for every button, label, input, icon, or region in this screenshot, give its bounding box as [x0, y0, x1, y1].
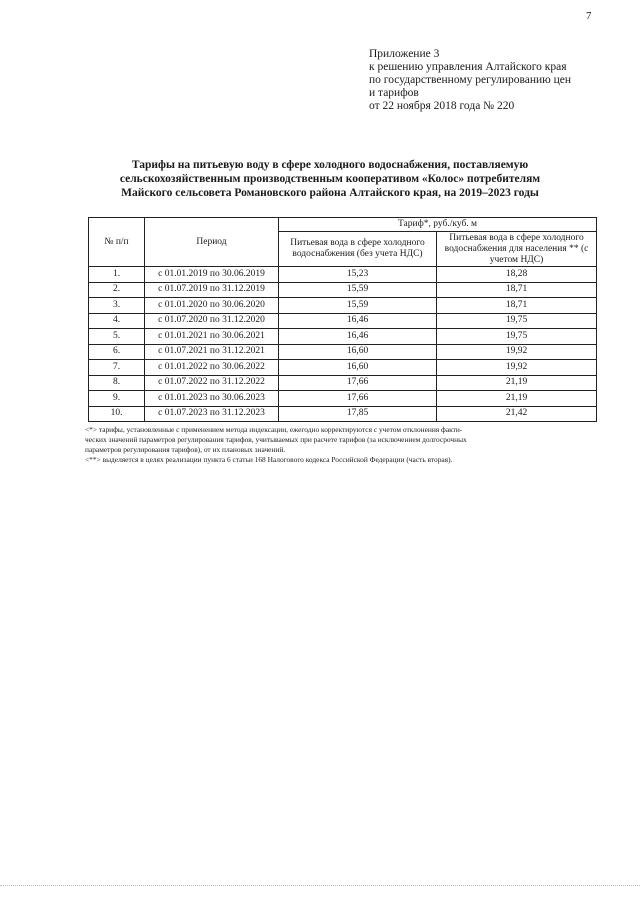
table-row — [89, 298, 597, 314]
cell-period: с 01.07.2019 по 31.12.2019 — [145, 282, 279, 298]
cell-period: с 01.01.2022 по 30.06.2022 — [145, 360, 279, 376]
cell-tariff-no-vat: 16,60 — [279, 344, 437, 360]
cell-tariff-no-vat: 16,46 — [279, 313, 437, 329]
cell-tariff-no-vat: 16,60 — [279, 360, 437, 376]
table-row — [89, 267, 597, 283]
footnotes — [85, 425, 590, 465]
cell-number: 2. — [89, 282, 145, 298]
header-tariff-no-vat: Питьевая вода в сфере холодного водоснабжения (без учета НДС) — [279, 232, 437, 267]
table-row — [89, 344, 597, 360]
cell-tariff-with-vat: 19,75 — [437, 313, 597, 329]
footnote-line: параметров регулирования тарифов), от их плановых значений. — [85, 445, 286, 454]
cell-tariff-no-vat: 15,23 — [279, 267, 437, 283]
header-number: № п/п — [89, 218, 145, 267]
cell-tariff-with-vat: 21,19 — [437, 391, 597, 407]
appendix-line: по государственному регулированию цен — [369, 74, 572, 86]
cell-number: 4. — [89, 313, 145, 329]
footer-divider — [0, 885, 640, 886]
appendix-line: Приложение 3 — [369, 48, 440, 60]
cell-tariff-no-vat: 17,66 — [279, 391, 437, 407]
title-line: сельскохозяйственным производственным кооперативом «Колос» потребителям — [119, 173, 541, 185]
page-number: 7 — [586, 10, 592, 22]
title-line: Майского сельсовета Романовского района Алтайского края, на 2019–2023 годы — [121, 187, 539, 199]
cell-number: 6. — [89, 344, 145, 360]
header-tariff-with-vat: Питьевая вода в сфере холодного водоснабжения для населения ** (с учетом НДС) — [437, 232, 597, 267]
cell-number: 9. — [89, 391, 145, 407]
cell-tariff-no-vat: 16,46 — [279, 329, 437, 345]
appendix-line: и тарифов — [369, 87, 419, 99]
cell-tariff-no-vat: 15,59 — [279, 298, 437, 314]
cell-tariff-with-vat: 19,75 — [437, 329, 597, 345]
document-title — [92, 158, 568, 200]
appendix-line: от 22 ноября 2018 года № 220 — [369, 100, 515, 112]
cell-period: с 01.01.2023 по 30.06.2023 — [145, 391, 279, 407]
header-tariff-group: Тариф*, руб./куб. м — [279, 218, 597, 232]
footnote-line: <**> выделяется в целях реализации пункта 6 статьи 168 Налогового кодекса Российской Федерации (часть вторая). — [85, 455, 453, 464]
title-line: Тарифы на питьевую воду в сфере холодного водоснабжения, поставляемую — [131, 159, 529, 171]
cell-tariff-with-vat: 21,19 — [437, 375, 597, 391]
cell-number: 3. — [89, 298, 145, 314]
table-row — [89, 329, 597, 345]
cell-number: 8. — [89, 375, 145, 391]
table-row — [89, 282, 597, 298]
cell-number: 1. — [89, 267, 145, 283]
table-row — [89, 375, 597, 391]
tariff-table — [88, 217, 597, 422]
cell-period: с 01.01.2021 по 30.06.2021 — [145, 329, 279, 345]
cell-period: с 01.01.2020 по 30.06.2020 — [145, 298, 279, 314]
table-row — [89, 391, 597, 407]
appendix-line: к решению управления Алтайского края — [369, 61, 567, 73]
footnote-line: ческих значений параметров регулирования тарифов, учитываемых при расчете тарифов (за исключением долгосрочных — [85, 435, 467, 444]
cell-tariff-with-vat: 19,92 — [437, 360, 597, 376]
table-row — [89, 406, 597, 422]
cell-tariff-no-vat: 17,66 — [279, 375, 437, 391]
cell-tariff-with-vat: 18,71 — [437, 282, 597, 298]
header-period: Период — [145, 218, 279, 267]
cell-period: с 01.07.2022 по 31.12.2022 — [145, 375, 279, 391]
cell-number: 5. — [89, 329, 145, 345]
cell-period: с 01.01.2019 по 30.06.2019 — [145, 267, 279, 283]
cell-tariff-no-vat: 17,85 — [279, 406, 437, 422]
cell-tariff-no-vat: 15,59 — [279, 282, 437, 298]
table-row — [89, 360, 597, 376]
cell-period: с 01.07.2020 по 31.12.2020 — [145, 313, 279, 329]
cell-tariff-with-vat: 19,92 — [437, 344, 597, 360]
cell-period: с 01.07.2021 по 31.12.2021 — [145, 344, 279, 360]
cell-tariff-with-vat: 21,42 — [437, 406, 597, 422]
cell-number: 10. — [89, 406, 145, 422]
cell-period: с 01.07.2023 по 31.12.2023 — [145, 406, 279, 422]
table-row — [89, 313, 597, 329]
cell-number: 7. — [89, 360, 145, 376]
footnote-line: <*> тарифы, установленные с применением метода индексации, ежегодно корректируются с учетом отклонения факти- — [85, 425, 463, 434]
cell-tariff-with-vat: 18,71 — [437, 298, 597, 314]
cell-tariff-with-vat: 18,28 — [437, 267, 597, 283]
appendix-reference — [369, 48, 571, 113]
